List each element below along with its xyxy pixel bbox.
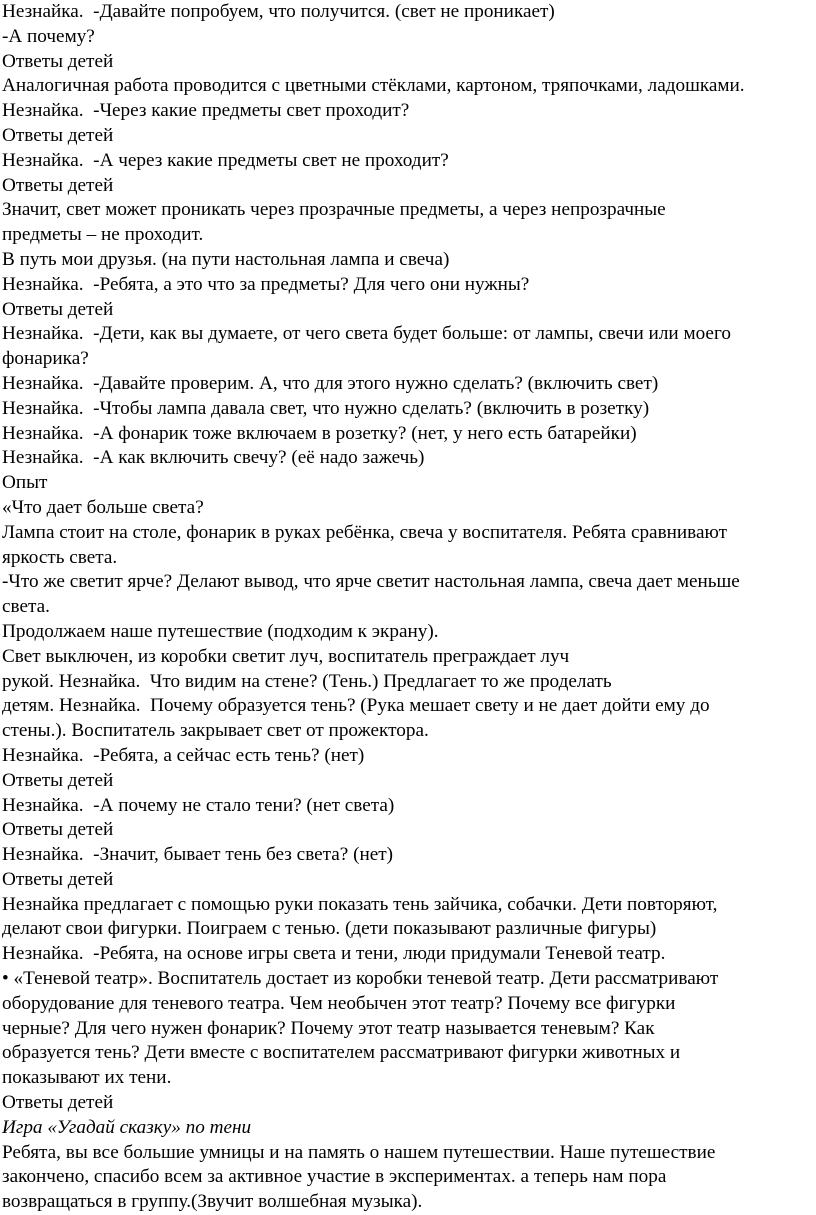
text-line: черные? Для чего нужен фонарик? Почему этот театр называется теневым? Как xyxy=(2,1017,655,1039)
text-line: Продолжаем наше путешествие (подходим к экрану). xyxy=(2,620,439,642)
text-line: Незнайка. -Давайте попробуем, что получится. (свет не проникает) xyxy=(2,1,555,22)
text-line: Незнайка. -А через какие предметы свет не проходит? xyxy=(2,149,449,171)
text-line: Незнайка. -Ребята, а это что за предметы? Для чего они нужны? xyxy=(2,273,530,295)
text-line: показывают их тени. xyxy=(2,1067,172,1089)
text-line: закончено, спасибо всем за активное участие в экспериментах. а теперь нам пора xyxy=(2,1166,667,1188)
text-line: образуется тень? Дети вместе с воспитателем рассматривают фигурки животных и xyxy=(2,1042,681,1064)
bullet-line: • «Теневой театр». Воспитатель достает из коробки теневой театр. Дети рассматривают xyxy=(2,968,719,990)
text-line: Незнайка. -Через какие предметы свет проходит? xyxy=(2,100,410,122)
text-line: Свет выключен, из коробки светит луч, воспитатель преграждает луч xyxy=(2,645,570,667)
text-line: стены.). Воспитатель закрывает свет от прожектора. xyxy=(2,720,429,742)
section-heading: Опыт xyxy=(2,472,48,494)
text-line: Незнайка. -Чтобы лампа давала свет, что нужно сделать? (включить в розетку) xyxy=(2,397,650,419)
text-line: фонарика? xyxy=(2,348,89,370)
text-line: Незнайка. -А фонарик тоже включаем в розетку? (нет, у него есть батарейки) xyxy=(2,422,637,444)
text-line: Незнайка. -Дети, как вы думаете, от чего света будет больше: от лампы, свечи или моего xyxy=(2,323,731,345)
text-line: Незнайка. -А почему не стало тени? (нет света) xyxy=(2,794,395,816)
text-line: делают свои фигурки. Поиграем с тенью. (дети показывают различные фигуры) xyxy=(2,918,657,940)
text-line: яркость света. xyxy=(2,546,118,568)
text-line: возвращаться в группу.(Звучит волшебная музыка). xyxy=(2,1191,423,1213)
text-line: Незнайка. -Ребята, а сейчас есть тень? (нет) xyxy=(2,744,365,766)
text-line: Незнайка. -Давайте проверим. А, что для этого нужно сделать? (включить свет) xyxy=(2,372,659,394)
text-line: Ответы детей xyxy=(2,769,114,791)
text-line: Ребята, вы все большие умницы и на память о нашем путешествии. Наше путешествие xyxy=(2,1141,716,1163)
text-line: Значит, свет может проникать через прозрачные предметы, а через непрозрачные xyxy=(2,199,666,221)
text-line: света. xyxy=(2,596,50,618)
text-line: Незнайка. -А как включить свечу? (её надо зажечь) xyxy=(2,447,425,469)
game-heading: Игра «Угадай сказку» по тени xyxy=(2,1116,252,1138)
text-line: «Что дает больше света? xyxy=(2,496,204,518)
text-line: -А почему? xyxy=(2,25,95,47)
text-line: оборудование для теневого театра. Чем необычен этот театр? Почему все фигурки xyxy=(2,992,676,1014)
text-line: Лампа стоит на столе, фонарик в руках ребёнка, свеча у воспитателя. Ребята сравнивают xyxy=(2,521,727,543)
text-line: детям. Незнайка. Почему образуется тень? (Рука мешает свету и не дает дойти ему до xyxy=(2,695,710,717)
text-line: Ответы детей xyxy=(2,124,114,146)
text-line: Незнайка предлагает с помощью руки показать тень зайчика, собачки. Дети повторяют, xyxy=(2,893,718,915)
text-line: рукой. Незнайка. Что видим на стене? (Тень.) Предлагает то же проделать xyxy=(2,670,612,692)
text-line: Ответы детей xyxy=(2,298,114,320)
text-line: Ответы детей xyxy=(2,1092,114,1114)
text-line: Ответы детей xyxy=(2,50,114,72)
text-line: В путь мои друзья. (на пути настольная лампа и свеча) xyxy=(2,248,450,270)
text-line: Незнайка. -Ребята, на основе игры света и тени, люди придумали Теневой театр. xyxy=(2,943,666,965)
text-line: предметы – не проходит. xyxy=(2,224,204,246)
text-line: Аналогичная работа проводится с цветными стёклами, картоном, тряпочками, ладошками. xyxy=(2,75,745,97)
text-line: Ответы детей xyxy=(2,819,114,841)
text-line: Ответы детей xyxy=(2,868,114,890)
text-line: Ответы детей xyxy=(2,174,114,196)
text-line: -Что же светит ярче? Делают вывод, что ярче светит настольная лампа, свеча дает меньше xyxy=(2,571,740,593)
text-line: Незнайка. -Значит, бывает тень без света? (нет) xyxy=(2,844,394,866)
